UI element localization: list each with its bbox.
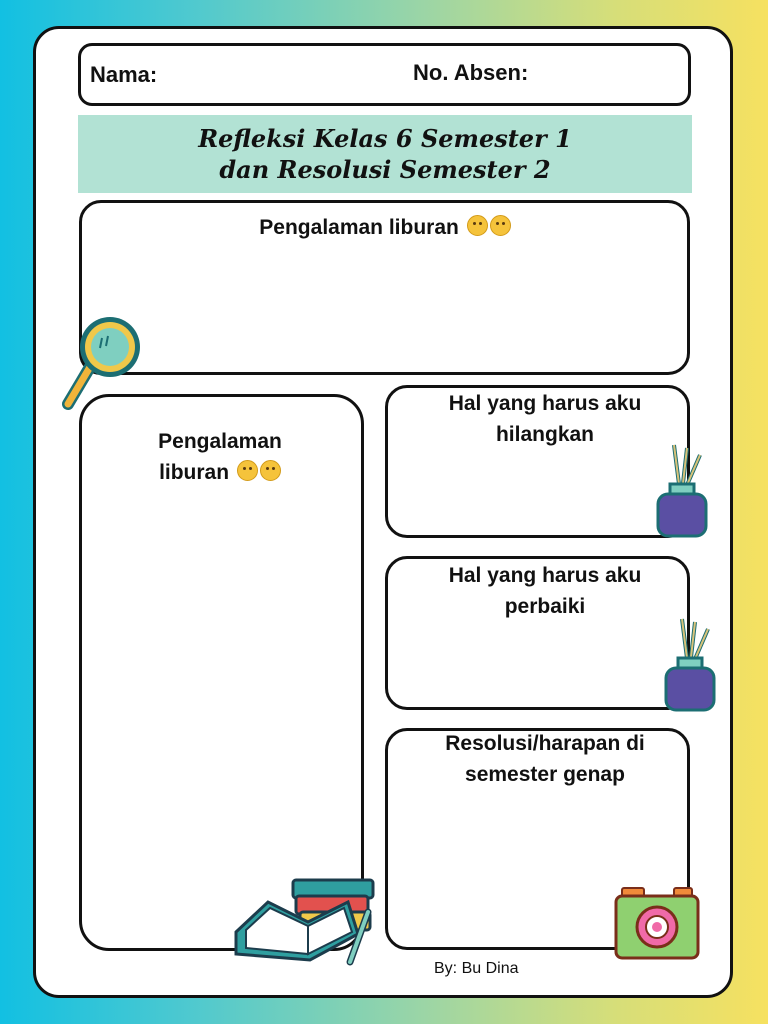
title-line-1: Refleksi Kelas 6 Semester 1 <box>198 124 572 153</box>
books-icon <box>228 872 388 972</box>
grinning-sweat-face-icon <box>237 460 258 481</box>
page-title <box>78 115 692 193</box>
party-face-icon <box>260 460 281 481</box>
name-label: Nama: <box>90 62 158 87</box>
reed-diffuser-icon <box>652 440 714 540</box>
sad-face-icon <box>467 215 488 236</box>
section-heading: Hal yang harus aku hilangkan <box>448 392 642 446</box>
name-absen-box <box>78 43 691 106</box>
crying-face-icon <box>490 215 511 236</box>
camera-icon <box>612 886 702 962</box>
section-heading: Hal yang harus aku perbaiki <box>448 564 642 618</box>
section-heading: Pengalaman liburan <box>200 212 570 243</box>
title-line-2: dan Resolusi Semester 2 <box>219 155 551 184</box>
reed-diffuser-icon <box>660 614 722 714</box>
section-heading: Pengalaman liburan <box>158 430 282 484</box>
section-heading: Resolusi/harapan di semester genap <box>445 732 645 786</box>
magnifying-glass-icon <box>60 312 145 412</box>
absen-label: No. Absen: <box>413 60 529 85</box>
author-credit: By: Bu Dina <box>434 960 519 977</box>
